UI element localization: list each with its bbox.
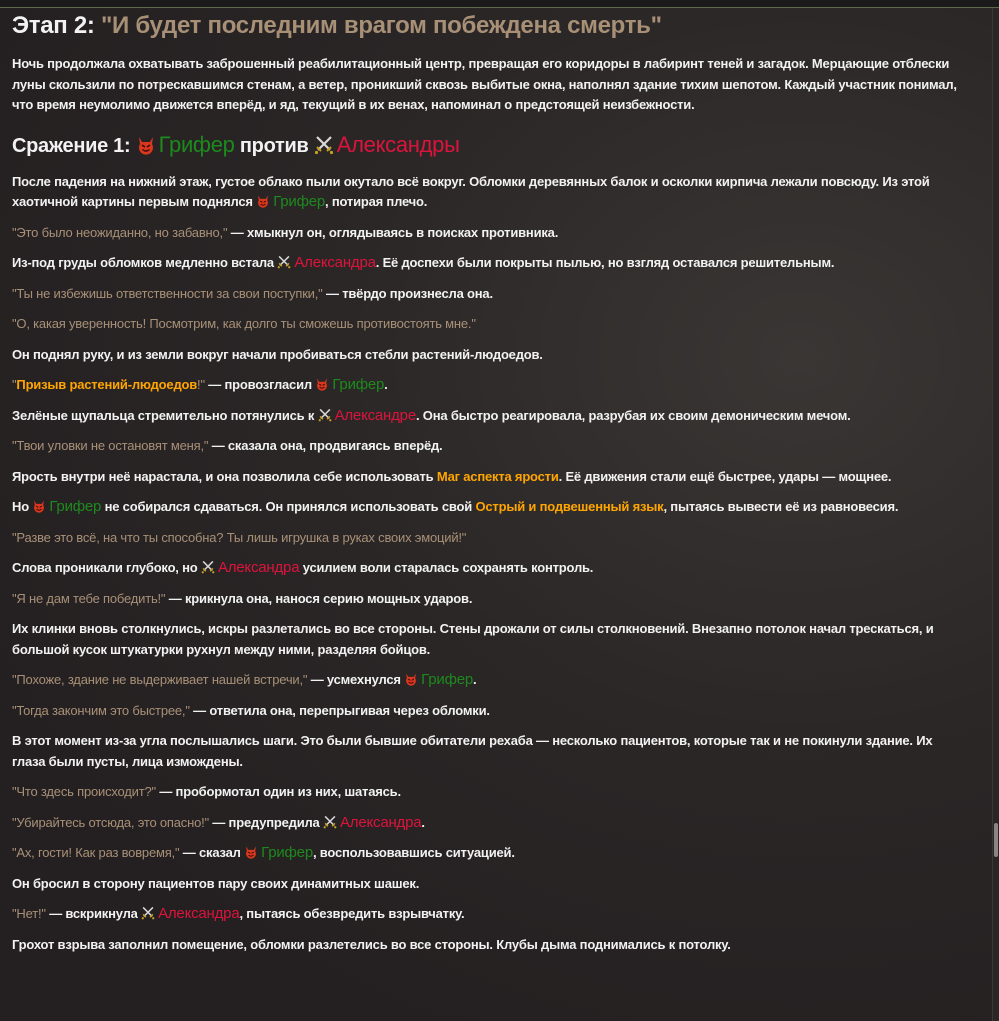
- quote-text: "Что здесь происходит?": [12, 784, 156, 799]
- narrative-paragraph: [12, 935, 962, 956]
- character-alexandra: Александра: [158, 905, 240, 922]
- text: , воспользовавшись ситуацией.: [312, 845, 515, 860]
- intro-paragraph: Ночь продолжала охватывать заброшенный реабилитационный центр, превращая его коридоры в лабиринт теней и загадок. Мерцающие отблески луны скользили по потрескавшимся стенам, а ветер, проникший сквозь выбитые окна, наполнял здание тихим шепотом. Каждый участник понимал, что время неумолимо движется вперёд, и яд, текущий в их венах, напоминал о предстоящей неизбежности.: [12, 56, 957, 112]
- fighter-alexandra: Александры: [336, 131, 460, 157]
- text: Он бросил в сторону пациентов пару своих динамитных шашек.: [12, 875, 420, 891]
- crossed-swords-icon: [201, 560, 215, 574]
- narrative-paragraph: [12, 904, 962, 925]
- narrative-paragraph: [12, 284, 962, 305]
- text: Но: [12, 499, 33, 514]
- story-content: [12, 12, 962, 965]
- text: — крикнула она, нанося серию мощных ударов.: [165, 590, 473, 606]
- battle-narrative: [12, 172, 962, 956]
- skill-name: Маг аспекта ярости: [436, 468, 559, 484]
- text: Их клинки вновь столкнулись, искры разлетались во все стороны. Стены дрожали от силы столкновений. Внезапно потолок начал трескаться, и большой кусок штукатурки рухнул между ними, разделяя бойцов.: [12, 621, 934, 657]
- character-alexandra: Александра: [294, 254, 376, 271]
- character-alexandra: Александра: [217, 559, 300, 576]
- text: — хмыкнул он, оглядываясь в поисках противника.: [227, 224, 559, 240]
- text: . Её доспехи были покрыты пылью, но взгляд оставался решительным.: [375, 255, 835, 270]
- narrative-paragraph: [12, 874, 962, 895]
- quote-text: "Разве это всё, на что ты способна? Ты лишь игрушка в руках своих эмоций!": [12, 529, 467, 545]
- text: . Её движения стали ещё быстрее, удары — мощнее.: [558, 468, 892, 484]
- battle-title: [12, 132, 962, 158]
- text: — провозгласил: [204, 377, 316, 392]
- skill-name: Призыв растений-людоедов: [16, 377, 198, 392]
- character-grifer: Грифер: [273, 193, 326, 210]
- quote-text: "Твои уловки не остановят меня,": [12, 438, 209, 453]
- quote-text: "Нет!": [12, 906, 46, 921]
- narrative-paragraph: [12, 782, 962, 803]
- versus-label: против: [234, 134, 314, 157]
- narrative-paragraph: [12, 314, 962, 335]
- stage-quote: "И будет последним врагом побеждена смерть": [100, 12, 662, 39]
- text: В этот момент из-за угла послышались шаги. Это были бывшие обитатели рехаба — несколько пациентов, которые так и не покинули здание. Их глаза были пусты, лица измождены.: [12, 733, 933, 769]
- text: , пытаясь обезвредить взрывчатку.: [239, 906, 465, 921]
- narrative-paragraph: [12, 670, 962, 691]
- text: Он поднял руку, и из земли вокруг начали пробиваться стебли растений-людоедов.: [12, 346, 543, 362]
- quote-text: "Это было неожиданно, но забавно,": [12, 224, 228, 240]
- text: .: [384, 377, 388, 392]
- text: Из-под груды обломков медленно встала: [12, 255, 278, 270]
- narrative-paragraph: [12, 497, 962, 518]
- text: не собирался сдаваться. Он принялся использовать свой: [101, 499, 476, 514]
- devil-face-icon: [256, 194, 270, 208]
- character-grifer: Грифер: [261, 844, 313, 861]
- devil-face-icon: [404, 672, 418, 686]
- quote-text: ": [12, 377, 17, 392]
- quote-text: "О, какая уверенность! Посмотрим, как долго ты сможешь противостоять мне.": [12, 316, 476, 331]
- quote-text: "Тогда закончим это быстрее,": [12, 702, 190, 718]
- crossed-swords-icon: [323, 815, 337, 829]
- battle-label: Сражение 1:: [12, 134, 136, 157]
- narrative-paragraph: [12, 619, 962, 660]
- crossed-swords-icon: [314, 135, 334, 155]
- devil-face-icon: [315, 377, 329, 391]
- character-grifer: Грифер: [49, 498, 102, 515]
- character-grifer: Грифер: [421, 671, 473, 688]
- text: .: [421, 814, 425, 830]
- quote-text: "Я не дам тебе победить!": [12, 590, 166, 606]
- scrollbar[interactable]: [992, 8, 999, 1021]
- narrative-paragraph: [12, 813, 962, 834]
- scrollbar-thumb[interactable]: [994, 823, 998, 857]
- narrative-paragraph: [12, 843, 962, 864]
- skill-name: Острый и подвешенный язык: [475, 499, 664, 514]
- narrative-paragraph: [12, 436, 962, 457]
- quote-text: "Ах, гости! Как раз вовремя,": [12, 845, 180, 860]
- text: Ярость внутри неё нарастала, и она позволила себе использовать: [12, 468, 437, 484]
- character-grifer: Грифер: [332, 376, 385, 393]
- narrative-paragraph: [12, 253, 962, 274]
- crossed-swords-icon: [277, 255, 291, 269]
- narrative-paragraph: [12, 731, 962, 772]
- narrative-paragraph: [12, 701, 962, 722]
- quote-text: "Похоже, здание не выдерживает нашей встречи,": [12, 672, 308, 687]
- narrative-paragraph: [12, 528, 962, 549]
- text: , пытаясь вывести её из равновесия.: [663, 499, 899, 514]
- text: — усмехнулся: [307, 672, 405, 687]
- character-alexandra: Александре: [334, 406, 416, 424]
- quote-text: !": [197, 377, 205, 392]
- narrative-paragraph: [12, 467, 962, 488]
- text: Грохот взрыва заполнил помещение, обломки разлетелись во все стороны. Клубы дыма поднимались к потолку.: [12, 936, 731, 952]
- devil-face-icon: [32, 499, 46, 513]
- narrative-paragraph: [12, 406, 962, 427]
- devil-face-icon: [136, 135, 156, 155]
- text: — вскрикнула: [45, 906, 142, 921]
- character-alexandra: Александра: [340, 813, 422, 831]
- stage-label: Этап 2:: [12, 12, 101, 39]
- narrative-paragraph: [12, 172, 962, 213]
- text: Слова проникали глубоко, но: [12, 560, 201, 575]
- crossed-swords-icon: [141, 906, 155, 920]
- text: .: [473, 672, 477, 687]
- text: — пробормотал один из них, шатаясь.: [155, 784, 401, 799]
- top-navigation-bar: [0, 0, 999, 8]
- text: . Она быстро реагировала, разрубая их своим демоническим мечом.: [415, 407, 851, 423]
- text: Зелёные щупальца стремительно потянулись к: [12, 407, 318, 423]
- text: — сказала она, продвигаясь вперёд.: [208, 438, 443, 453]
- quote-text: "Убирайтесь отсюда, это опасно!": [12, 814, 209, 830]
- text: , потирая плечо.: [325, 194, 428, 209]
- text: — предупредила: [208, 814, 323, 830]
- text: После падения на нижний этаж, густое облако пыли окутало всё вокруг. Обломки деревянных балок и осколки кирпича лежали повсюду. Из этой хаотичной картины первым поднялся: [12, 173, 930, 209]
- narrative-paragraph: [12, 375, 962, 396]
- narrative-paragraph: [12, 558, 962, 579]
- narrative-paragraph: [12, 345, 962, 366]
- text: усилием воли старалась сохранять контроль.: [299, 560, 594, 575]
- text: — сказал: [179, 845, 245, 860]
- quote-text: "Ты не избежишь ответственности за свои поступки,": [12, 285, 323, 301]
- stage-title: [12, 12, 962, 40]
- narrative-paragraph: [12, 223, 962, 244]
- text: — ответила она, перепрыгивая через обломки.: [189, 702, 490, 718]
- fighter-grifer: Грифер: [158, 131, 235, 157]
- devil-face-icon: [244, 845, 258, 859]
- text: — твёрдо произнесла она.: [322, 285, 493, 301]
- narrative-paragraph: [12, 589, 962, 610]
- crossed-swords-icon: [318, 408, 332, 422]
